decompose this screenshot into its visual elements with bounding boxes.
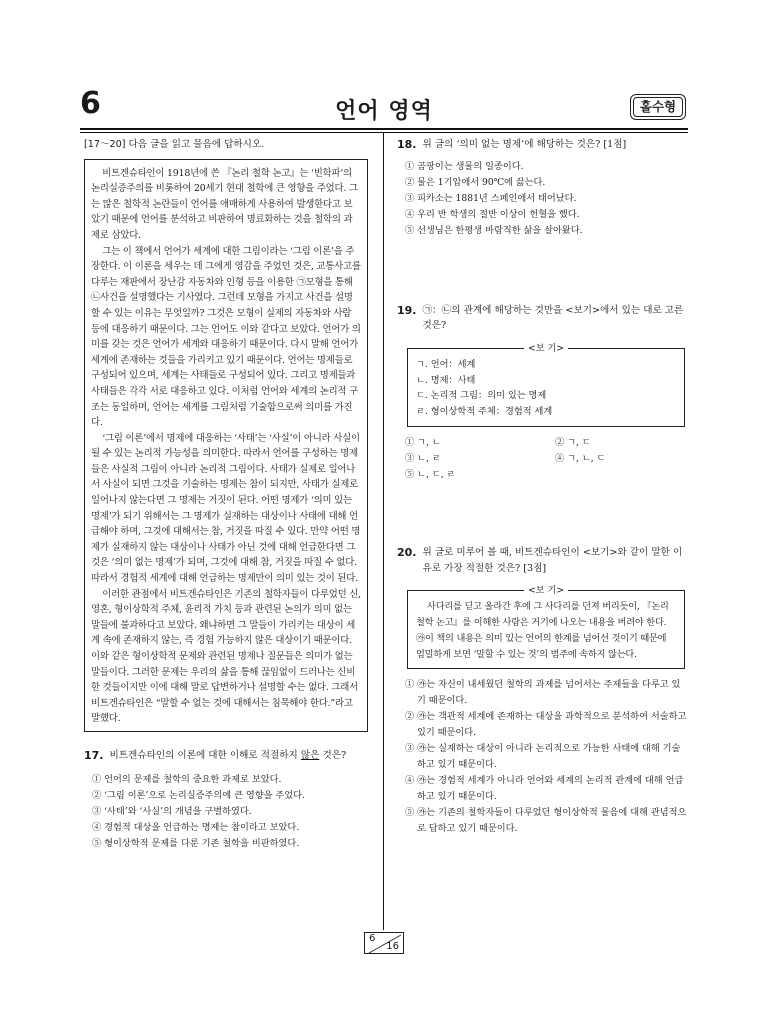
bogi-item: ㄷ. 논리적 그림：의미 있는 명제 (416, 390, 547, 402)
header-rule (80, 128, 688, 130)
passage-paragraph: ‘그림 이론’에서 명제에 대응하는 ‘사태’는 ‘사실’이 아니라 사실이 될 수 있는 논리적 가능성을 의미한다. 따라서 언어를 구성하는 명제들은 사실적 그림이 아니라 논리적 그림이다. 사태가 실제로 일어나서 사실이 되면 그것을 기술하는 명제는 참이 되지만, 사태가 실제로 일어나지 않는다면 그 명제는 거짓이 된다. 어떤 명제가 ‘의미 있는 명제’가 되기 위해서는 그 명제가 실재하는 대상이나 사태에 대해 언급해야 하며, 그것에 대해서는 참, 거짓을 따질 수 있다. 만약 어떤 명제가 실재하지 않는 대상이나 사태가 아닌 것에 대해 언급한다면 그것은 ‘의미 없는 명제’가 되며, 그것에 대해 참, 거짓을 따질 수 없다. 따라서 경험적 세계에 대해 언급하는 명제만이 의미 있는 것이 된다. (91, 432, 361, 585)
reading-passage (84, 159, 368, 732)
bogi-box (407, 342, 685, 427)
bogi-item: ㄱ. 언어：세계 (416, 358, 476, 370)
question-17 (84, 748, 374, 852)
answer-option[interactable]: ③ ‘사태’와 ‘사실’의 개념을 구별하였다. (92, 805, 252, 817)
question-stem: ㉠：㉡의 관계에 해당하는 것만을 <보기>에서 있는 대로 고른 것은? (422, 304, 684, 332)
bogi-title: <보 기> (408, 341, 684, 357)
answer-option[interactable]: ⑤ ㄴ, ㄷ, ㄹ (405, 468, 456, 480)
passage-paragraph: 그는 이 책에서 언어가 세계에 대한 그림이라는 ‘그림 이론’을 주장한다. 이 이론을 세우는 데 그에게 영감을 주었던 것은, 교통사고를 다루는 재판에서 장난감 자동차와 인형 등을 이용한 ㉠모형을 통해 ㉡사건을 설명했다는 기사였다. 그런데 모형을 가지고 사건을 설명할 수 있는 이유는 무엇일까? 그것은 모형이 실제의 자동차와 사람 등에 대응하기 때문이다. 그는 언어도 이와 같다고 보았다. 언어가 의미를 갖는 것은 언어가 세계와 대응하기 때문이다. 다시 말해 언어가 세계에 존재하는 것들을 가리키고 있기 때문이다. 언어는 명제들로 구성되어 있으며, 세계는 사태들로 구성되어 있다. 그리고 명제들과 사태들은 각각 서로 대응하고 있다. 이처럼 언어와 세계의 논리적 구조는 동일하며, 언어는 세계를 그림처럼 기술함으로써 의미를 가진다. (91, 245, 361, 429)
question-19 (397, 303, 689, 483)
answer-option[interactable]: ④ ㄱ, ㄴ, ㄷ (555, 452, 606, 464)
current-page: 6 (369, 933, 376, 944)
bogi-box (407, 585, 685, 669)
question-number: 19. (397, 303, 417, 317)
column-divider (383, 133, 384, 930)
answer-option[interactable]: ③ 피카소는 1881년 스페인에서 태어났다. (405, 192, 577, 204)
question-20 (397, 545, 689, 837)
question-number: 18. (397, 138, 417, 151)
answer-option[interactable]: ⑤ ㉮는 기존의 철학자들이 다루었던 형이상학적 물음에 대해 관념적으로 답하고 있기 때문이다. (405, 807, 687, 835)
answer-option[interactable]: ⑤ 형이상학적 문제를 다룬 기존 철학을 비판하였다. (92, 837, 300, 849)
page-number: 6 (80, 86, 101, 121)
right-column (397, 137, 689, 837)
total-pages: 16 (386, 941, 399, 952)
bogi-item: ㄹ. 형이상학적 주체：경험적 세계 (416, 406, 553, 418)
answer-option[interactable]: ③ ㉮는 실재하는 대상이 아니라 논리적으로 가능한 사태에 대해 기술하고 있기 때문이다. (405, 743, 681, 771)
emphasis-underline: 않은 (300, 749, 320, 761)
answer-option[interactable]: ④ ㉮는 경험적 세계가 아니라 언어와 세계의 논리적 관계에 대해 언급하고 있기 때문이다. (405, 775, 684, 803)
question-stem: 위 글의 ‘의미 없는 명제’에 해당하는 것은? [1점] (422, 139, 627, 150)
question-stem: 위 글로 미루어 볼 때, 비트겐슈타인이 <보기>와 같이 말한 이유로 가장 적절한 것은? [3점] (422, 546, 683, 574)
answer-option[interactable]: ① ㉮는 자신이 내세웠던 철학의 과제를 넘어서는 주제들을 다루고 있기 때문이다. (405, 679, 681, 707)
answer-option[interactable]: ② 물은 1기압에서 90℃에 끓는다. (405, 176, 546, 188)
answer-option[interactable]: ① 곰팡이는 생물의 일종이다. (405, 160, 524, 172)
answer-option[interactable]: ④ 우리 반 학생의 절반 이상이 헌혈을 했다. (405, 208, 580, 220)
question-stem: 비트겐슈타인의 이론에 대한 이해로 적절하지 않은 것은? (109, 749, 347, 761)
answer-option[interactable]: ② ㄱ, ㄷ (555, 436, 591, 448)
bogi-text: 사다리를 딛고 올라간 후에 그 사다리를 던져 버리듯이, 『논리 철학 논고』를 이해한 사람은 거기에 나오는 내용을 버려야 한다. ㉮이 책의 내용은 의미 있는 언어의 한계를 넘어선 것이기 때문에 엄밀하게 보면 ‘말할 수 있는 것’의 범주에 속하지 않는다. (416, 601, 669, 660)
question-18 (397, 137, 689, 239)
answer-option[interactable]: ③ ㄴ, ㄹ (405, 452, 441, 464)
bogi-item: ㄴ. 명제：사태 (416, 374, 476, 386)
header-rule-thin (80, 132, 688, 133)
bogi-title: <보 기> (408, 583, 684, 599)
instruction: [17～20] 다음 글을 읽고 물음에 답하시오. (84, 139, 265, 150)
left-column (84, 137, 374, 852)
passage-paragraph: 비트겐슈타인이 1918년에 쓴 『논리 철학 논고』는 ‘빈학파’의 논리실증주의를 비롯하여 20세기 현대 철학에 큰 영향을 주었다. 그는 많은 철학적 논란들이 언어를 애매하게 사용하여 발생한다고 보았기 때문에 언어를 분석하고 비판하여 명료화하는 것을 철학의 과제로 삼았다. (91, 167, 358, 241)
answer-option[interactable]: ① 언어의 문제를 철학의 중요한 과제로 보았다. (92, 773, 282, 785)
subject-title: 언어 영역 (335, 99, 433, 124)
question-number: 17. (84, 748, 104, 762)
answer-option[interactable]: ① ㄱ, ㄴ (405, 436, 441, 448)
question-number: 20. (397, 545, 417, 559)
passage-paragraph: 이러한 관점에서 비트겐슈타인은 기존의 철학자들이 다루었던 신, 영혼, 형이상학적 주체, 윤리적 가치 등과 관련된 논의가 의미 없는 말들에 불과하다고 보았다. 왜냐하면 그 말들이 가리키는 대상이 세계 속에 존재하지 않는, 즉 경험 가능하지 않은 대상이기 때문이다. 이와 같은 형이상학적 문제와 관련된 명제나 질문들은 의미가 없는 말들이다. 그러한 문제는 우리의 삶을 통해 끊임없이 드러나는 신비한 것들이지만 이에 대해 말로 답변하거나 설명할 수는 없다. 그래서 비트겐슈타인은 “말할 수 없는 것에 대해서는 침묵해야 한다.”라고 말했다. (91, 588, 361, 725)
answer-option[interactable]: ④ 경험적 대상을 언급하는 명제는 참이라고 보았다. (92, 821, 300, 833)
answer-option[interactable]: ⑤ 선생님은 한평생 바람직한 삶을 살아왔다. (405, 224, 583, 236)
answer-option[interactable]: ② ‘그림 이론’으로 논리실증주의에 큰 영향을 주었다. (92, 789, 305, 801)
exam-type-badge: 홀수형 (630, 94, 686, 120)
answer-option[interactable]: ② ㉮는 객관적 세계에 존재하는 대상을 과학적으로 분석하여 서술하고 있기 때문이다. (405, 711, 687, 739)
page-indicator (364, 932, 404, 954)
